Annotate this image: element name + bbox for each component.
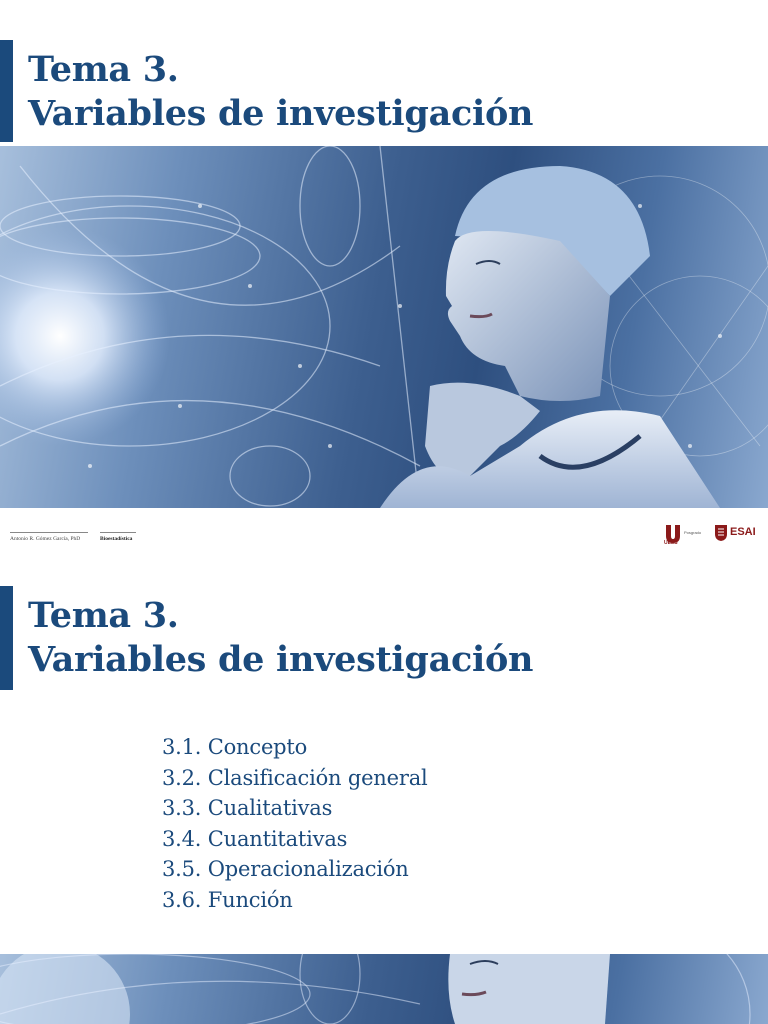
toc-item[interactable]: 3.1. Concepto [162, 735, 308, 759]
table-of-contents [162, 732, 428, 916]
esai-logo [714, 524, 760, 546]
title-line-2: Variables de investigación [28, 93, 534, 134]
title-line-2: Variables de investigación [28, 639, 534, 680]
hero-image-scientist [0, 146, 768, 508]
title-line-1: Tema 3. [28, 49, 179, 90]
title-accent-bar [0, 586, 13, 690]
page-title [28, 594, 533, 682]
hero-image-scientist [0, 954, 768, 1024]
uees-logo-caption: Posgrado [684, 530, 702, 535]
toc-item[interactable]: 3.4. Cuantitativas [162, 826, 348, 851]
footer-author: Antonio R. Gómez García, PhD [10, 532, 88, 542]
toc-item[interactable]: 3.6. Función [162, 887, 293, 912]
slide-footer [0, 524, 768, 548]
uees-logo-text: UEES [664, 540, 678, 546]
footer-course: Bioestadística [100, 532, 136, 542]
slide-contents [0, 548, 768, 1024]
toc-item[interactable]: 3.3. Cualitativas [162, 796, 333, 821]
page-title [28, 48, 533, 136]
esai-logo-text: ESAI [730, 526, 756, 538]
title-line-1: Tema 3. [28, 595, 179, 636]
uees-logo [664, 524, 710, 546]
toc-item[interactable]: 3.5. Operacionalización [162, 857, 409, 882]
toc-item[interactable]: 3.2. Clasificación general [162, 765, 428, 790]
title-accent-bar [0, 40, 13, 142]
